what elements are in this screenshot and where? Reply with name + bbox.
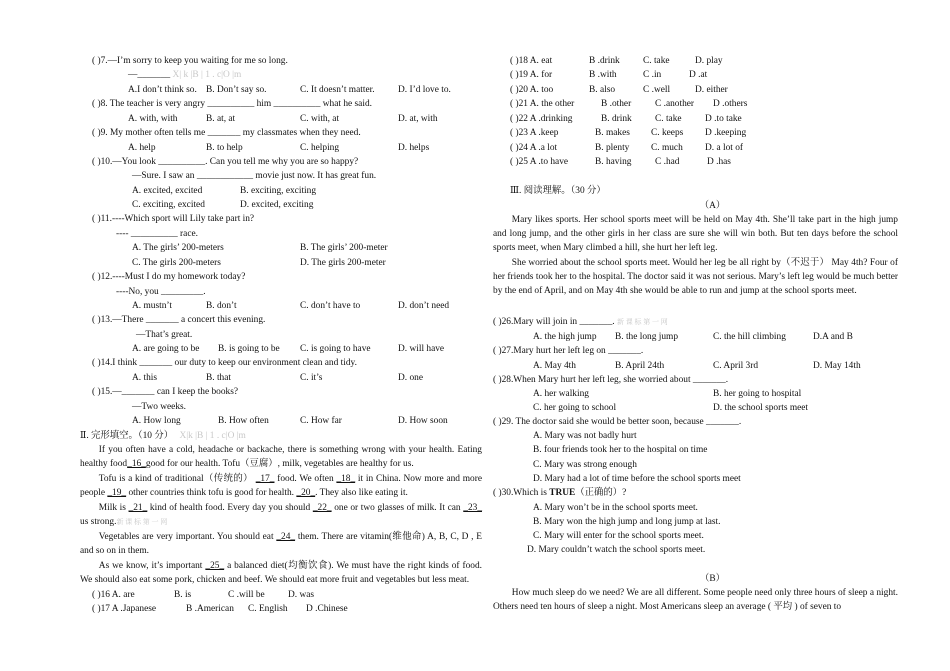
- q24-option-c: C. much: [651, 143, 683, 153]
- q30-option-c: C. Mary will enter for the school sports meet.: [533, 531, 704, 541]
- q11-stem: ( )11.----Which sport will Lily take part in?: [92, 214, 255, 224]
- q8-stem: ( )8. The teacher is very angry __________ him __________ what he said.: [92, 99, 372, 109]
- blank-19: _19_: [107, 488, 127, 499]
- cloze-text: Vegetables are very important. You should eat: [98, 532, 274, 542]
- cloze-text: As we know, it’s important: [98, 561, 203, 571]
- q28-stem: ( )28.When Mary hurt her left leg, she worried about _______.: [493, 375, 729, 385]
- cloze-text: other countries think tofu is good for health.: [128, 488, 295, 499]
- q20-option-d: D. either: [695, 85, 728, 95]
- q20-option-b: B. also: [589, 85, 616, 95]
- q15-option-c: C. How far: [300, 416, 342, 426]
- q20-option-c: C .well: [643, 85, 671, 95]
- q28-option-a: A. her walking: [533, 389, 589, 399]
- cloze-text: . They also like eating it.: [315, 488, 408, 499]
- q14-stem: ( )14.I think _______ our duty to keep our environment clean and tidy.: [92, 358, 357, 368]
- q19-option-d: D .at: [689, 70, 708, 80]
- q21-option-b: B .other: [601, 99, 632, 109]
- blank-23: _23_: [463, 503, 482, 513]
- q16-stem: ( )16 A. are: [92, 590, 135, 600]
- q17-option-d: D .Chinese: [306, 604, 348, 614]
- q13-option-c: C. is going to have: [300, 344, 371, 354]
- q7-option-c: C. It doesn’t matter.: [300, 85, 375, 95]
- cloze-paragraph-5: [80, 559, 482, 587]
- blank-18: _18_: [336, 474, 356, 484]
- q8-option-a: A. with, with: [128, 114, 178, 124]
- q29-option-d: D. Mary had a lot of time before the school sports meet: [533, 474, 741, 484]
- q8-option-b: B. at, at: [206, 114, 236, 124]
- cloze-text: one or two glasses of milk. It can: [334, 503, 461, 513]
- q29-option-a: A. Mary was not badly hurt: [533, 431, 637, 441]
- q9-option-a: A. help: [128, 143, 156, 153]
- q26-option-a: A. the high jump: [533, 332, 597, 342]
- cloze-text: food. We often: [277, 474, 334, 484]
- q30-stem-post: （正确的）?: [575, 488, 627, 498]
- section-2-title-text: Ⅱ. 完形填空。（10 分）: [80, 431, 174, 441]
- q12-option-d: D. don’t need: [398, 301, 450, 311]
- q10-stem: ( )10.—You look __________. Can you tell me why you are so happy?: [92, 157, 359, 167]
- q10-option-b: B. exciting, exciting: [240, 186, 317, 196]
- q15-option-d: D. How soon: [398, 416, 448, 426]
- q23-option-c: C. keeps: [651, 128, 684, 138]
- q7-option-b: B. Don’t say so.: [206, 85, 267, 95]
- q26-watermark: 新 课 标 第 一 网: [616, 318, 668, 326]
- q8-option-d: D. at, with: [398, 114, 438, 124]
- q28-option-b: B. her going to hospital: [713, 389, 802, 399]
- passage-a-label: （A）: [699, 201, 726, 211]
- q26-option-d: D.A and B: [813, 332, 853, 342]
- q17-stem: ( )17 A .Japanese: [92, 604, 157, 614]
- passage-a-paragraph-2: She worried about the school sports meet. Would her leg be all right by（不迟于） May 4th? Four of her friends took her to the hospital. The doctor said it was not serious. Mary’s left leg would be much better by the end of April, and on May 4th she would be able to run and jump at the school sports meet.: [493, 258, 898, 297]
- q13-option-a: A. are going to be: [132, 344, 200, 354]
- q25-option-d: D .has: [707, 157, 731, 167]
- blank-22: _22_: [312, 503, 332, 513]
- q11-option-a: A. The girls’ 200-meters: [132, 243, 224, 253]
- q14-option-c: C. it’s: [300, 373, 323, 383]
- cloze-watermark: 新 课 标 第 一 网: [116, 518, 168, 527]
- q27-option-d: D. May 14th: [813, 361, 861, 371]
- q24-option-b: B. plenty: [595, 143, 630, 153]
- passage-b-label: （B）: [699, 574, 725, 584]
- q24-stem: ( )24 A .a lot: [510, 143, 558, 153]
- q11-reply: ---- __________ race.: [116, 229, 198, 239]
- blank-16: _16_: [127, 459, 146, 470]
- q21-option-c: C .another: [655, 99, 695, 109]
- cloze-paragraph-4: [80, 530, 482, 558]
- q30-option-d: D. Mary couldn’t watch the school sports meet.: [527, 545, 706, 555]
- q29-stem: ( )29. The doctor said she would be better soon, because _______.: [493, 417, 742, 427]
- q30-stem-bold: TRUE: [549, 488, 576, 498]
- q18-stem: ( )18 A. eat: [510, 56, 553, 66]
- q9-option-b: B. to help: [206, 143, 243, 153]
- q14-option-b: B. that: [206, 373, 231, 383]
- q8-option-c: C. with, at: [300, 114, 340, 124]
- cloze-text: Tofu is a kind of traditional（传统的）: [98, 474, 253, 484]
- q11-option-d: D. The girls 200-meter: [300, 258, 386, 268]
- q12-option-b: B. don’t: [206, 301, 237, 311]
- q12-stem: ( )12.----Must I do my homework today?: [92, 272, 246, 282]
- q12-reply: ----No, you _________.: [116, 287, 206, 297]
- q20-stem: ( )20 A. too: [510, 85, 554, 95]
- q26-option-c: C. the hill climbing: [713, 332, 786, 342]
- cloze-text: good for our health. Tofu（豆腐）, milk, vegetables are healthy for us.: [145, 459, 414, 470]
- q15-stem: ( )15.—_______ can I keep the books?: [92, 387, 239, 397]
- cloze-text: it in China. Now more and more people: [80, 474, 483, 499]
- q7-watermark: X| k |B | 1 . c|O |m: [172, 70, 242, 80]
- q13-option-b: B. is going to be: [218, 344, 280, 354]
- q21-stem: ( )21 A. the other: [510, 99, 575, 109]
- q13-stem: ( )13.—There _______ a concert this evening.: [92, 315, 266, 325]
- q9-option-d: D. helps: [398, 143, 430, 153]
- q13-reply: —That’s great.: [136, 330, 193, 340]
- q30-stem-pre: ( )30.Which is: [493, 488, 550, 498]
- blank-21: _21_: [128, 503, 148, 513]
- q29-option-c: C. Mary was strong enough: [533, 460, 637, 470]
- q21-option-d: D .others: [713, 99, 748, 109]
- q15-reply: —Two weeks.: [132, 402, 187, 412]
- q10-option-c: C. exciting, excited: [132, 200, 205, 210]
- cloze-text: kind of health food. Every day you should: [149, 503, 311, 513]
- q7-stem: ( )7.—I’m sorry to keep you waiting for me so long.: [92, 56, 288, 66]
- q25-option-c: C .had: [655, 157, 680, 167]
- q27-stem: ( )27.Mary hurt her left leg on _______.: [493, 346, 644, 356]
- blank-20: _20_: [296, 488, 316, 499]
- cloze-text: them. There are vitamin(维他命) A, B, C, D , E and so on in them.: [80, 532, 482, 557]
- q27-option-a: A. May 4th: [533, 361, 576, 371]
- q19-option-c: C .in: [643, 70, 662, 80]
- q12-option-c: C. don’t have to: [300, 301, 361, 311]
- q27-option-b: B. April 24th: [615, 361, 665, 371]
- q13-option-d: D. will have: [398, 344, 445, 354]
- passage-a-paragraph-1: Mary likes sports. Her school sports meet will be held on May 4th. She’ll take part in the high jump and long jump, and the other girls in her class are sure she will win both. But ten days before the school sports meet, when Mary climbed a hill, she hurt her left leg.: [493, 215, 898, 254]
- q22-option-c: C. take: [655, 114, 682, 124]
- q7-option-a: A.I don’t think so.: [128, 85, 197, 95]
- q26-stem-text: ( )26.Mary will join in _______.: [493, 317, 615, 327]
- cloze-paragraph-2: [80, 472, 482, 500]
- q15-option-a: A. How long: [132, 416, 181, 426]
- q26-option-b: B. the long jump: [615, 332, 679, 342]
- q28-option-d: D. the school sports meet: [713, 403, 809, 413]
- q23-stem: ( )23 A .keep: [510, 128, 559, 138]
- section-3-title: Ⅲ. 阅读理解。（30 分）: [510, 186, 606, 196]
- q30-option-a: A. Mary won’t be in the school sports meet.: [533, 503, 698, 513]
- q23-option-b: B. makes: [595, 128, 630, 138]
- q17-option-c: C. English: [248, 604, 288, 614]
- cloze-paragraph-1: [80, 443, 482, 471]
- q30-option-b: B. Mary won the high jump and long jump at last.: [533, 517, 721, 527]
- cloze-text: a balanced diet(均衡饮食). We must have the right kinds of food. We should also eat some pork, chicken and beef. We should eat more fruit and vegetables but less meat.: [80, 561, 483, 586]
- q10-option-a: A. excited, excited: [132, 186, 203, 196]
- q30-stem: [493, 487, 626, 499]
- q22-stem: ( )22 A .drinking: [510, 114, 573, 124]
- q17-option-b: B .American: [186, 604, 234, 614]
- blank-25: _25_: [205, 561, 225, 571]
- section-2-title: [80, 430, 246, 442]
- q7-reply: [128, 69, 241, 81]
- blank-24: _24_: [276, 532, 296, 542]
- q18-option-b: B .drink: [589, 56, 620, 66]
- q15-option-b: B. How often: [218, 416, 269, 426]
- q16-option-c: C .will be: [228, 590, 265, 600]
- cloze-text: us strong.: [80, 517, 117, 528]
- q19-option-b: B .with: [589, 70, 617, 80]
- q10-reply: —Sure. I saw an ____________ movie just now. It has great fun.: [132, 171, 377, 181]
- q14-option-a: A. this: [132, 373, 158, 383]
- section-2-watermark: X|k |B | 1 . c|O |m: [179, 431, 246, 441]
- blank-17: _17_: [255, 474, 275, 484]
- q28-option-c: C. her going to school: [533, 403, 617, 413]
- cloze-paragraph-3: [80, 501, 482, 529]
- q18-option-c: C. take: [643, 56, 670, 66]
- q9-option-c: C. helping: [300, 143, 340, 153]
- q29-option-b: B. four friends took her to the hospital on time: [533, 445, 708, 455]
- q7-option-d: D. I’d love to.: [398, 85, 451, 95]
- cloze-text: If you often have a cold, headache or backache, there is something wrong with your health. Eating healthy food: [80, 445, 482, 470]
- q25-stem: ( )25 A .to have: [510, 157, 569, 167]
- q9-stem: ( )9. My mother often tells me _______ my classmates when they need.: [92, 128, 361, 138]
- q7-reply-blank: —_______: [128, 70, 171, 80]
- q27-option-c: C. April 3rd: [713, 361, 759, 371]
- q19-stem: ( )19 A. for: [510, 70, 553, 80]
- q22-option-b: B. drink: [601, 114, 632, 124]
- q25-option-b: B. having: [595, 157, 632, 167]
- q10-option-d: D. excited, exciting: [240, 200, 314, 210]
- cloze-text: Milk is: [98, 503, 126, 513]
- q11-option-b: B. The girls’ 200-meter: [300, 243, 388, 253]
- q18-option-d: D. play: [695, 56, 723, 66]
- q26-stem: [493, 316, 668, 328]
- passage-b-paragraph-1: How much sleep do we need? We are all different. Some people need only three hours of sleep a night. Others need ten hours of sleep a night. Most Americans sleep an average ( 平均 ) of seven to: [493, 588, 898, 613]
- q24-option-d: D. a lot of: [705, 143, 744, 153]
- q12-option-a: A. mustn’t: [132, 301, 172, 311]
- q22-option-d: D .to take: [705, 114, 742, 124]
- q23-option-d: D .keeping: [705, 128, 747, 138]
- q11-option-c: C. The girls 200-meters: [132, 258, 221, 268]
- q14-option-d: D. one: [398, 373, 423, 383]
- q16-option-b: B. is: [174, 590, 192, 600]
- q16-option-d: D. was: [288, 590, 315, 600]
